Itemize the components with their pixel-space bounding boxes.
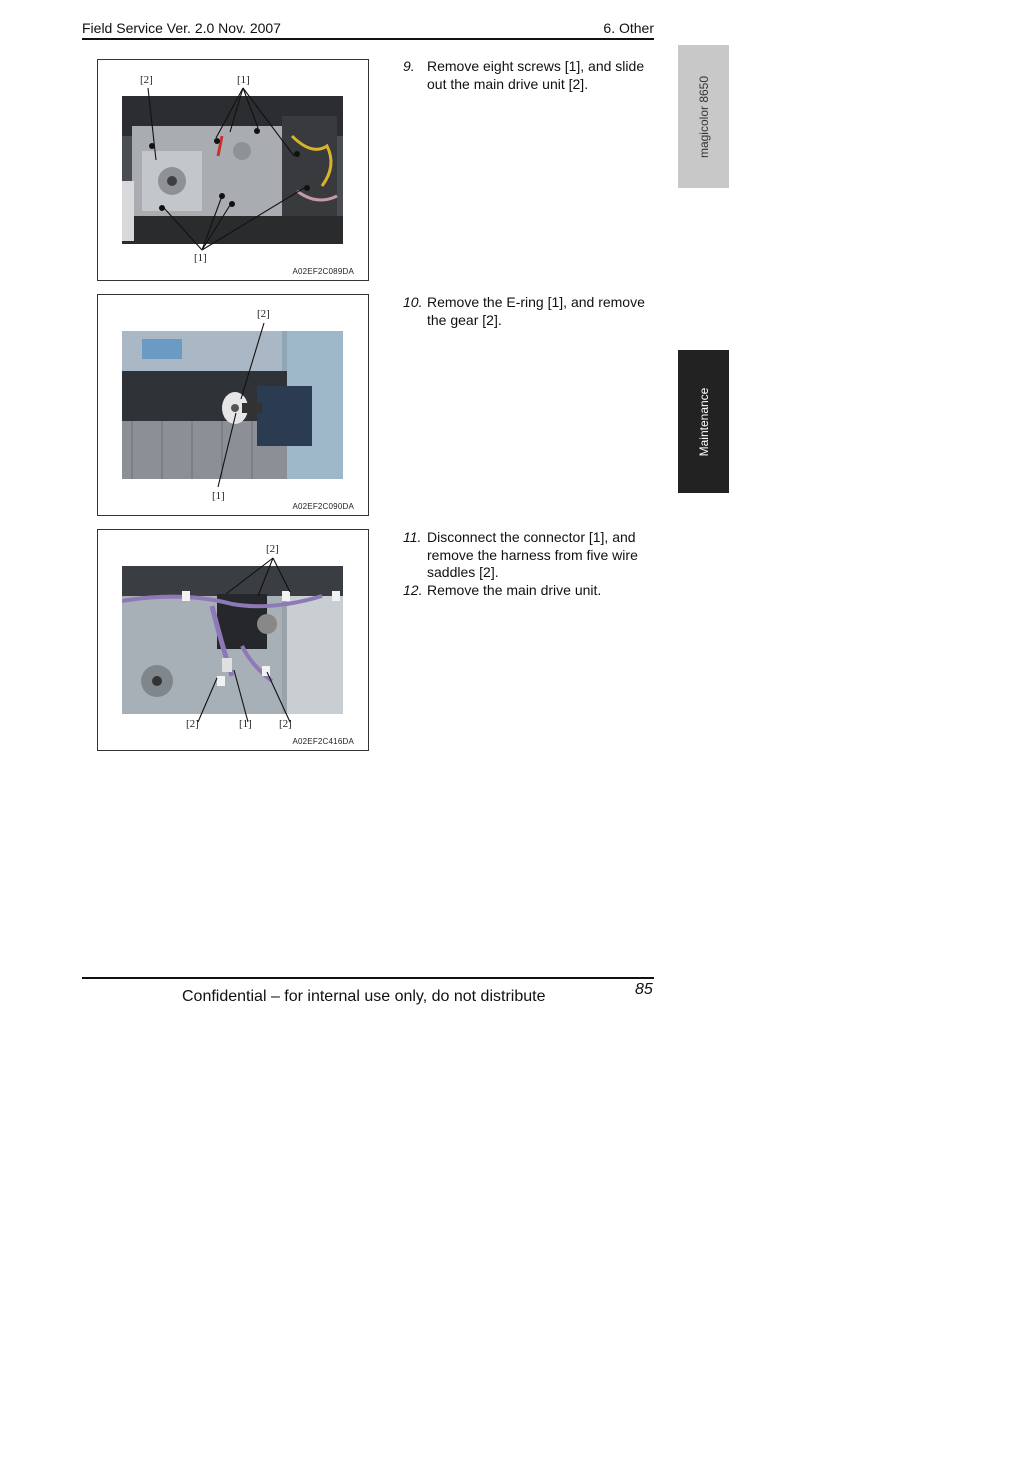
callout-label: [2] — [279, 718, 292, 730]
model-tab-label: magicolor 8650 — [696, 75, 711, 158]
step-number: 12. — [403, 581, 423, 598]
running-header-right: 6. Other — [603, 20, 654, 36]
callout-label: [2] — [266, 543, 279, 555]
step-text: Remove the E-ring [1], and remove the gear [2]. — [427, 294, 645, 328]
step-group — [403, 294, 663, 329]
step-text: Disconnect the connector [1], and remove the harness from five wire saddles [2]. — [427, 529, 638, 580]
photo-gear-area — [122, 331, 343, 479]
photo-harness-area — [122, 566, 343, 714]
running-header-left: Field Service Ver. 2.0 Nov. 2007 — [82, 20, 281, 36]
section-side-tab — [678, 350, 729, 493]
figure-id: A02EF2C090DA — [292, 502, 354, 511]
section-tab-label: Maintenance — [696, 387, 711, 456]
callout-label: [1] — [212, 490, 225, 502]
callout-label: [1] — [239, 718, 252, 730]
step-text: Remove the main drive unit. — [427, 581, 602, 598]
photo-main-drive-unit — [122, 96, 343, 244]
procedure-step — [403, 58, 663, 93]
page-number: 85 — [635, 981, 653, 998]
callout-label: [1] — [237, 74, 250, 86]
header-rule — [82, 38, 654, 40]
procedure-step — [403, 582, 663, 600]
figure-main-drive-screws — [97, 59, 369, 281]
step-number: 11. — [403, 529, 422, 545]
step-group — [403, 58, 663, 93]
figure-id: A02EF2C416DA — [292, 737, 354, 746]
confidential-notice: Confidential – for internal use only, do not distribute — [182, 988, 546, 1005]
procedure-step — [403, 294, 663, 329]
callout-label: [2] — [257, 308, 270, 320]
callout-label: [2] — [140, 74, 153, 86]
procedure-step — [403, 529, 663, 582]
step-text: Remove eight screws [1], and slide out the main drive unit [2]. — [427, 58, 645, 92]
callout-label: [2] — [186, 718, 199, 730]
callout-label: [1] — [194, 252, 207, 264]
footer-rule — [82, 977, 654, 979]
figure-id: A02EF2C089DA — [292, 267, 354, 276]
figure-e-ring-gear — [97, 294, 369, 516]
step-number: 9. — [403, 58, 415, 74]
step-group — [403, 529, 663, 599]
step-number: 10. — [403, 294, 423, 310]
figure-connector-harness — [97, 529, 369, 751]
model-side-tab — [678, 45, 729, 188]
